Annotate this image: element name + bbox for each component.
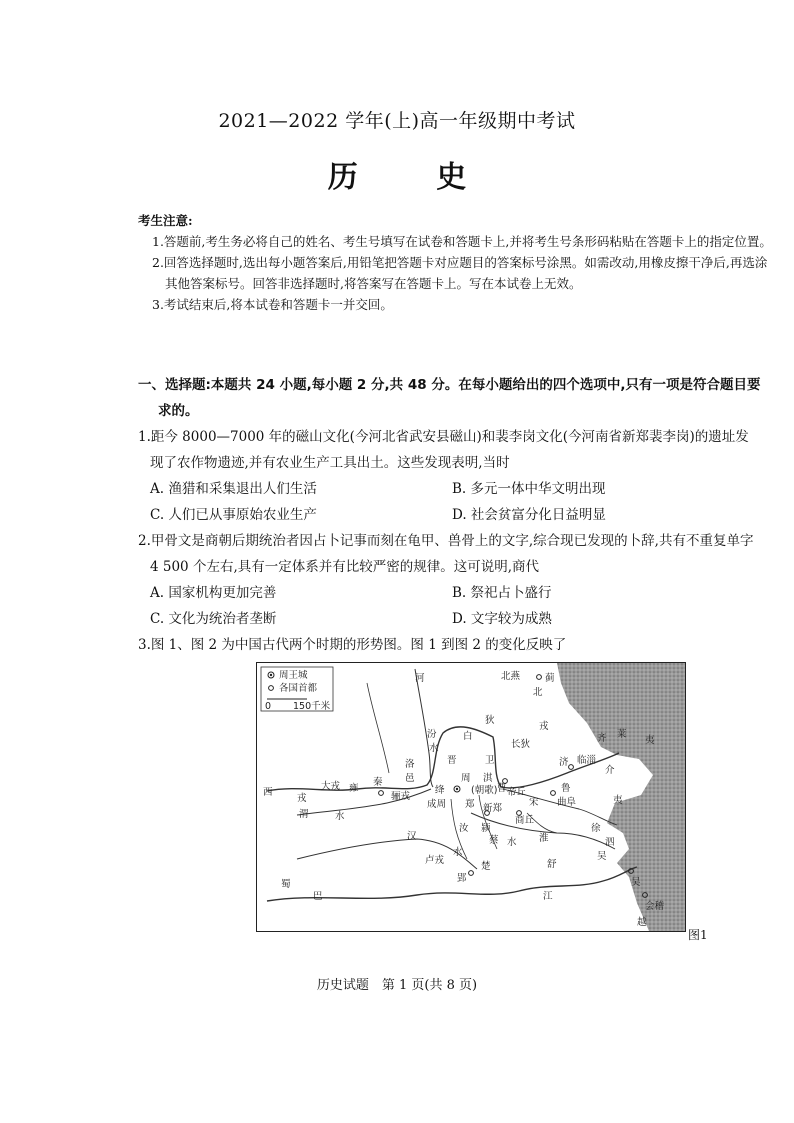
map-label: 吴 — [631, 877, 641, 888]
map-label: 徐 — [591, 823, 601, 834]
map-label: 蓟 — [545, 673, 555, 684]
map-label: 郢 — [457, 873, 467, 884]
map-label: 楚 — [481, 861, 491, 872]
map-label: 郑 — [465, 799, 475, 810]
map-label: 邑 — [405, 773, 415, 784]
map-label: 周 — [461, 773, 471, 784]
map-label: 河 — [415, 673, 425, 684]
notice-heading: 考生注意: — [138, 213, 193, 228]
map-label: 雍 — [349, 783, 359, 794]
map-label: (朝歌) — [471, 785, 498, 796]
question-stem: 3.图 1、图 2 为中国古代两个时期的形势图。图 1 到图 2 的变化反映了 — [138, 637, 567, 653]
map-label: 水 — [429, 743, 439, 754]
tributary — [367, 683, 389, 773]
legend-label: 周王城 — [279, 670, 308, 681]
map-label: 曲阜 — [557, 797, 577, 808]
map-label: 夷 — [645, 735, 655, 746]
map-label: 莱 — [617, 729, 627, 740]
map-label: 江 — [543, 891, 553, 902]
map-label: 汉 — [407, 831, 417, 842]
map-label: 帝丘 — [507, 787, 527, 798]
map-label: 水 — [335, 811, 345, 822]
map-figure-1 — [256, 662, 686, 932]
map-label: 淇 — [483, 773, 493, 784]
map-label: 商丘 — [515, 815, 535, 826]
map-label: 成周 — [427, 799, 447, 810]
map-label: 汝 — [459, 823, 469, 834]
legend-label: 各国首都 — [279, 683, 318, 694]
map-label: 北燕 — [501, 671, 521, 682]
fen-river — [415, 669, 433, 787]
map-label: 新郑 — [483, 803, 503, 814]
section-heading-line: 求的。 — [158, 403, 199, 419]
map-label: 水 — [507, 837, 517, 848]
page-footer: 历史试题 第 1 页(共 8 页) — [316, 978, 478, 993]
map-label: 绛 — [435, 785, 445, 796]
map-label: 曹 — [497, 783, 507, 794]
figure-caption: 图1 — [688, 928, 708, 942]
map-label: 白 — [463, 731, 473, 742]
question-stem: 4 500 个左右,具有一定体系并有比较严密的规律。这可说明,商代 — [150, 559, 540, 575]
map-label: 汾 — [427, 729, 437, 740]
notice-item: 3.考试结束后,将本试卷和答题卡一并交回。 — [152, 297, 393, 312]
map-label: 大戎 — [321, 781, 341, 792]
option-list — [138, 580, 780, 632]
scale-label: 150千米 — [293, 701, 331, 712]
question-2 — [138, 528, 780, 632]
map-label: 会稽 — [645, 901, 665, 912]
section-heading-line: 一、选择题:本题共 24 小题,每小题 2 分,共 48 分。在每小题给出的四个选项中,只有一项是符合题目要 — [138, 377, 761, 393]
map-svg — [257, 663, 685, 931]
option-a: A. 国家机构更加完善 — [150, 585, 277, 601]
scale-zero: 0 — [265, 701, 272, 712]
map-label: 颍 — [481, 823, 491, 834]
map-label: 齐 — [597, 733, 607, 744]
map-label: 舒 — [547, 859, 557, 870]
map-label: 淮 — [539, 833, 549, 844]
option-a: A. 渔猎和采集退出人们生活 — [150, 481, 317, 497]
option-d: D. 社会贫富分化日益明显 — [452, 507, 606, 523]
exam-notice — [138, 210, 778, 315]
map-label: 越 — [637, 917, 647, 928]
map-label: 晋 — [447, 755, 457, 766]
notice-item: 2.回答选择题时,选出每小题答案后,用铅笔把答题卡对应题目的答案标号涂黑。如需改动,用橡皮擦干净后,再选涂其他答案标号。回答非选择题时,将答案写在答题卡上。写在本试卷上无效。 — [152, 255, 768, 291]
option-c: C. 人们已从事原始农业生产 — [150, 507, 317, 523]
section-heading — [138, 372, 778, 424]
option-list — [138, 476, 780, 528]
map-label: 秦 — [373, 777, 383, 788]
han-river — [297, 839, 477, 869]
map-label: 蜀 — [281, 879, 291, 890]
question-stem: 1.距今 8000—7000 年的磁山文化(今河北省武安县磁山)和裴李岗文化(今河南省新郑裴李岗)的遗址发 — [138, 429, 749, 445]
map-label: 卫 — [485, 755, 495, 766]
question-stem: 现了农作物遗迹,并有农业生产工具出土。这些发现表明,当时 — [150, 455, 510, 471]
map-label: 西 — [263, 787, 273, 798]
subject-title: 历 史 — [327, 160, 501, 195]
map-label: 长狄 — [511, 739, 531, 750]
option-c: C. 文化为统治者垄断 — [150, 611, 277, 627]
map-label: 济 — [559, 757, 569, 768]
map-label: 介 — [605, 765, 615, 776]
option-d: D. 文字较为成熟 — [452, 611, 552, 627]
notice-item: 1.答题前,考生务必将自己的姓名、考生号填写在试卷和答题卡上,并将考生号条形码粘贴在答题卡上的指定位置。 — [152, 234, 772, 249]
map-label: 临淄 — [577, 755, 597, 766]
question-3 — [138, 632, 780, 658]
map-label: 渭 — [299, 809, 309, 820]
question-stem: 2.甲骨文是商朝后期统治者因占卜记事而刻在龟甲、兽骨上的文字,综合现已发现的卜辞,共有不重复单字 — [138, 533, 754, 549]
question-1 — [138, 424, 780, 528]
map-label: 狄 — [485, 715, 495, 726]
wei-river — [297, 789, 431, 815]
map-label: 卢戎 — [425, 855, 445, 866]
map-label: 宋 — [529, 797, 539, 808]
option-b: B. 多元一体中华文明出现 — [452, 481, 606, 497]
map-label: 北 — [533, 687, 543, 698]
map-label: 洛 — [405, 759, 415, 770]
map-label: 骊戎 — [391, 791, 411, 802]
map-label: 吴 — [597, 851, 607, 862]
map-label: 巴 — [313, 891, 323, 902]
exam-title: 2021—2022 学年(上)高一年级期中考试 — [218, 110, 576, 132]
map-label: 泗 — [605, 837, 615, 848]
map-label: 戎 — [297, 793, 307, 804]
option-b: B. 祭祀占卜盛行 — [452, 585, 552, 601]
map-label: 蔡 — [489, 835, 499, 846]
map-label: 夷 — [613, 795, 623, 806]
map-label: 鲁 — [561, 783, 571, 794]
map-label: 水 — [453, 847, 463, 858]
map-label: 戎 — [539, 721, 549, 732]
